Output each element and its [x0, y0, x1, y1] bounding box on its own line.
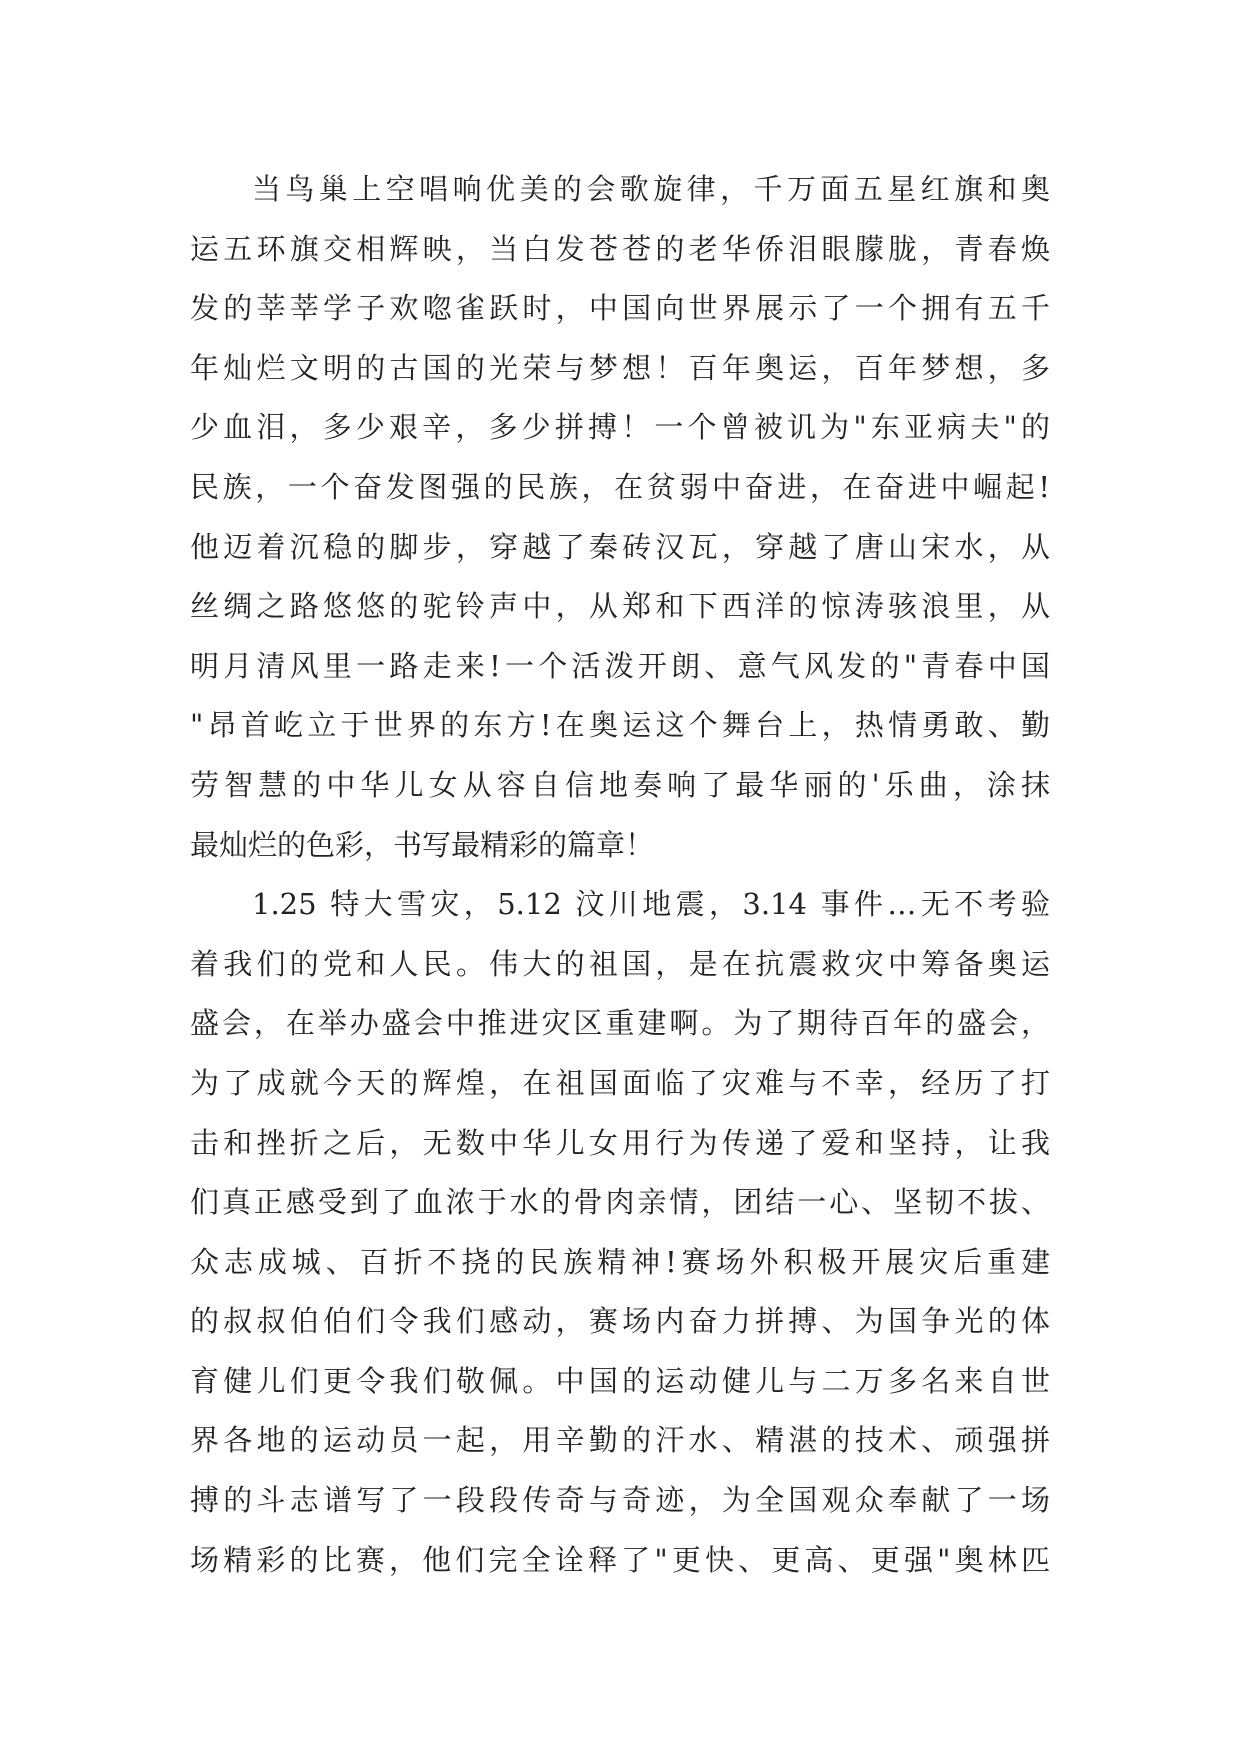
- text-line: 育健儿们更令我们敬佩。中国的运动健儿与二万多名来自世: [190, 1363, 1050, 1398]
- paragraph: [190, 875, 1050, 1590]
- text-line: 1.25 特大雪灾，5.12 汶川地震，3.14 事件…无不考验: [252, 887, 1050, 922]
- text-line: 着我们的党和人民。伟大的祖国，是在抗震救灾中筹备奥运: [190, 946, 1050, 981]
- text-line: 众志成城、百折不挠的民族精神!赛场外积极开展灾后重建: [190, 1244, 1050, 1279]
- text-line: 当鸟巢上空唱响优美的会歌旋律，千万面五星红旗和奥: [252, 172, 1050, 206]
- text-line: 的叔叔伯伯们令我们感动，赛场内奋力拼搏、为国争光的体: [190, 1304, 1050, 1339]
- text-line: 丝绸之路悠悠的驼铃声中，从郑和下西洋的惊涛骇浪里，从: [190, 589, 1050, 624]
- text-line: 民族，一个奋发图强的民族，在贫弱中奋进，在奋进中崛起!: [190, 469, 1050, 504]
- text-line: 搏的斗志谱写了一段段传奇与奇迹，为全国观众奉献了一场: [190, 1483, 1050, 1518]
- text-line: 少血泪，多少艰辛，多少拼搏！一个曾被讥为"东亚病夫"的: [190, 410, 1050, 445]
- text-line: 盛会，在举办盛会中推进灾区重建啊。为了期待百年的盛会，: [190, 1006, 1050, 1041]
- text-line: 劳智慧的中华儿女从容自信地奏响了最华丽的'乐曲，涂抹: [190, 767, 1050, 802]
- text-line: 发的莘莘学子欢唿雀跃时，中国向世界展示了一个拥有五千: [190, 291, 1050, 326]
- text-line: 场精彩的比赛，他们完全诠释了"更快、更高、更强"奥林匹: [190, 1542, 1050, 1577]
- text-line: 最灿烂的色彩，书写最精彩的篇章！: [190, 827, 655, 862]
- text-line: 明月清风里一路走来!一个活泼开朗、意气风发的"青春中国: [190, 648, 1050, 683]
- paragraph: [190, 160, 1050, 875]
- text-line: 击和挫折之后，无数中华儿女用行为传递了爱和坚持，让我: [190, 1125, 1050, 1160]
- text-line: 年灿烂文明的古国的光荣与梦想！百年奥运，百年梦想，多: [190, 350, 1050, 385]
- text-line: 们真正感受到了血浓于水的骨肉亲情，团结一心、坚韧不拔、: [190, 1185, 1050, 1220]
- text-line: 他迈着沉稳的脚步，穿越了秦砖汉瓦，穿越了唐山宋水，从: [190, 529, 1050, 564]
- text-line: 为了成就今天的辉煌，在祖国面临了灾难与不幸，经历了打: [190, 1065, 1050, 1100]
- text-line: 运五环旗交相辉映，当白发苍苍的老华侨泪眼朦胧，青春焕: [190, 231, 1050, 266]
- document-body: [190, 160, 1050, 1590]
- text-line: 界各地的运动员一起，用辛勤的汗水、精湛的技术、顽强拼: [190, 1423, 1050, 1458]
- text-line: "昂首屹立于世界的东方!在奥运这个舞台上，热情勇敢、勤: [190, 708, 1050, 743]
